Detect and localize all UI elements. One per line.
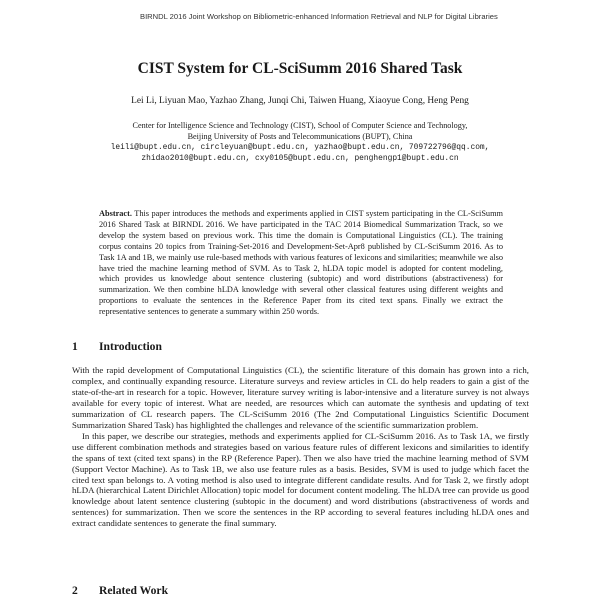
- author-list: Lei Li, Liyuan Mao, Yazhao Zhang, Junqi Chi, Taiwen Huang, Xiaoyue Cong, Heng Peng: [131, 96, 469, 106]
- section-title: Introduction: [99, 340, 162, 353]
- email-line-1: leili@bupt.edu.cn, circleyuan@bupt.edu.cn, yazhao@bupt.edu.cn, 709722796@qq.com,: [110, 143, 490, 152]
- intro-paragraph-1: With the rapid development of Computational Linguistics (CL), the scientific literature of this domain has grown into a rich, complex, and continually expanding resource. Literature surveys and review articles in CL do help readers to gain a gist of the state-of-the-art in research for a topic. However, literature survey writing is labor-intensive and a literature survey is not always available for every topic of interest. What are needed, are resources which can automate the synthesis and updating of text summarization of CL research papers. The CL-SciSumm 2016 (The 2nd Computational Linguistics Scientific Document Summarization Shared Task) has highlighted the challenges and relevance of the scientific summarization problem.: [72, 365, 529, 430]
- section-heading-introduction: [72, 340, 162, 353]
- abstract-label: Abstract.: [99, 209, 132, 218]
- email-line-2: zhidao2010@bupt.edu.cn, cxy0105@bupt.edu.cn, penghengp1@bupt.edu.cn: [141, 154, 459, 163]
- section-title: Related Work: [99, 584, 169, 597]
- running-header: BIRNDL 2016 Joint Workshop on Bibliometric-enhanced Information Retrieval and NLP for Digital Libraries: [140, 12, 498, 21]
- abstract: [99, 209, 503, 318]
- section-heading-related-work: [72, 584, 168, 597]
- introduction-body: [72, 365, 529, 529]
- affiliation-line-1: Center for Intelligence Science and Technology (CIST), School of Computer Science and Technology,: [132, 121, 468, 130]
- section-number: 2: [72, 584, 78, 597]
- paper-title: CIST System for CL-SciSumm 2016 Shared Task: [137, 60, 463, 77]
- section-number: 1: [72, 340, 78, 353]
- abstract-text: This paper introduces the methods and experiments applied in CIST system participating in the CL-SciSumm 2016 Shared Task at BIRNDL 2016. We have participated in the TAC 2014 Biomedical Summarization Track, so we develop the system based on previous work. This time the domain is Computational Linguistics (CL). The training corpus contains 20 topics from Training-Set-2016 and Development-Set-Apr8 published by CL-SciSumm 2016. As to Task 1A and 1B, we mainly use rule-based methods with various features of lexicons and similarities; meanwhile we also have tried the machine learning method of SVM. As to Task 2, hLDA topic model is adopted for content modeling, which provides us knowledge about sentence clustering (subtopic) and word distributions (abstractiveness) for summarization. We then combine hLDA knowledge with several other classical features using different weights and proportions to evaluate the sentences in the Reference Paper from its cited text spans. Finally we extract the representative sentences to generate a summary within 250 words.: [99, 209, 503, 317]
- affiliation-line-2: Beijing University of Posts and Telecommunications (BUPT), China: [187, 132, 413, 141]
- intro-paragraph-2: In this paper, we describe our strategies, methods and experiments applied for CL-SciSumm 2016. As to Task 1A, we firstly use different combination methods and strategies based on various feature rules of different lexicons and similarities to identify the spans of text (cited text spans) in the RP (Reference Paper). Then we also have tried the machine learning method of SVM (Support Vector Machine). As to Task 1B, we also use feature rules as a basis. Besides, SVM is used to judge which facet the cited text span belongs to. A voting method is also used to integrate different candidate results. And for Task 2, we firstly adopt hLDA (hierarchical Latent Dirichlet Allocation) topic model for document content modeling. The hLDA tree can provide us good knowledge about latent sentence clustering (subtopic in the document) and word distributions (abstractiveness of words and sentences) for summarization. Then we score the sentences in the RP according to several features including hLDA ones and extract candidate sentences to generate the final summary.: [72, 430, 529, 529]
